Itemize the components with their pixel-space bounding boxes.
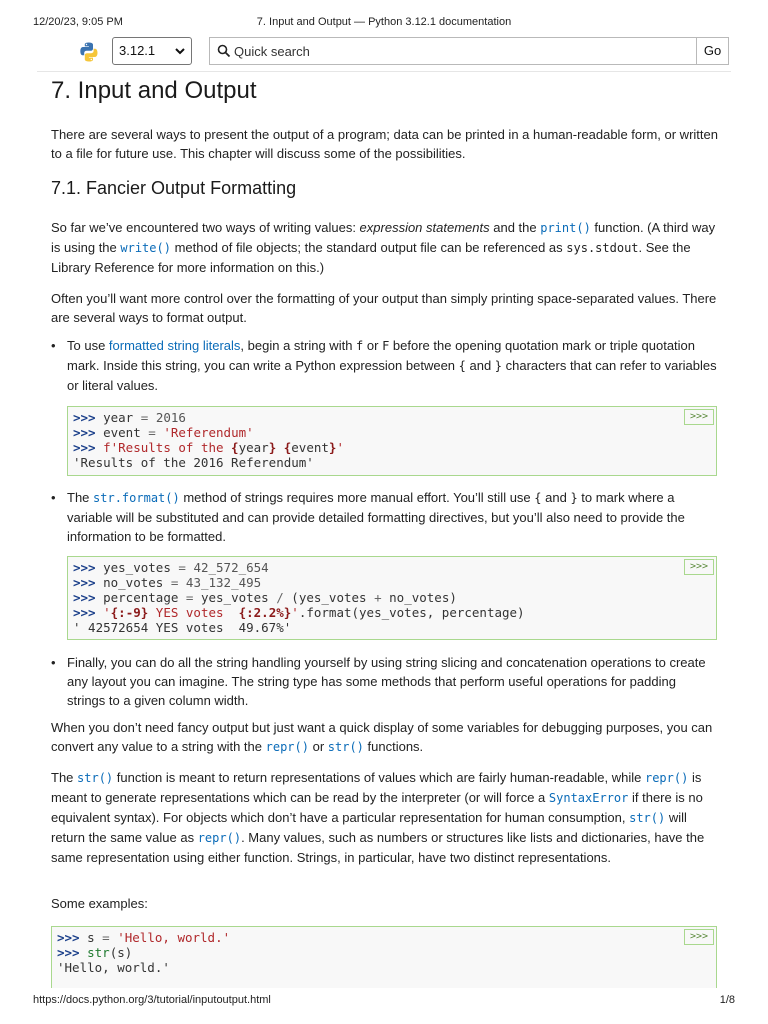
code-token: { — [283, 440, 292, 455]
text: . See the Library Reference for more information on this.) — [51, 240, 691, 275]
code-block-content — [68, 407, 716, 473]
version-select[interactable] — [112, 37, 192, 65]
prompt: >>> — [73, 605, 96, 620]
prompt: >>> — [57, 930, 80, 945]
paragraph-examples-text: Some examples: — [51, 896, 148, 911]
print-doc-title: 7. Input and Output — Python 3.12.1 documentation — [256, 16, 512, 28]
code-token: year — [103, 410, 134, 425]
text: and — [465, 358, 495, 373]
write-link[interactable]: write() — [120, 241, 171, 255]
search-icon — [217, 44, 231, 58]
code-token: { — [231, 440, 239, 455]
code-token: event — [103, 425, 141, 440]
code-block — [67, 556, 717, 640]
text: and — [541, 490, 571, 505]
code-token: = — [185, 590, 194, 605]
repr-link[interactable]: repr() — [265, 740, 309, 754]
syntaxerror-link[interactable]: SyntaxError — [548, 791, 629, 805]
code-token: 'Hello, world.' — [117, 930, 231, 945]
bullet-icon: • — [51, 655, 56, 670]
text: When you don’t need fancy output but just want a quick display of some variables for debugging purposes, you can convert any value to a string with the — [51, 720, 713, 754]
code-token: 43_132_495 — [185, 575, 262, 590]
top-bar — [0, 37, 768, 67]
code-token: str — [87, 945, 110, 960]
copy-prompt-button[interactable]: >>> — [684, 559, 714, 575]
paragraph-control — [51, 289, 721, 327]
str-link[interactable]: str() — [327, 740, 364, 754]
code-token: / — [276, 590, 284, 605]
code-output: ' 42572654 YES votes 49.67%' — [73, 620, 292, 635]
text: method of file objects; the standard output file can be referenced as — [170, 240, 567, 255]
prompt: >>> — [73, 560, 96, 575]
bullet-icon: • — [51, 338, 56, 353]
code-token: = — [140, 410, 149, 425]
intro-text: There are several ways to present the output of a program; data can be printed in a human-readable form, or written to a file for future use. This chapter will discuss some of the possibilities. — [51, 127, 718, 161]
text: . Many values, such as numbers or structures like lists and dictionaries, have the same representation using either function. Strings, in particular, have two distinct representations. — [51, 830, 705, 865]
code-token: percentage — [103, 590, 179, 605]
section-heading: 7.1. Fancier Output Formatting — [51, 178, 297, 198]
code-token: + — [374, 590, 382, 605]
code-token: 2016 — [155, 410, 186, 425]
repr-link[interactable]: repr() — [644, 771, 689, 785]
code-output: 'Results of the 2016 Referendum' — [73, 455, 314, 470]
text: function is meant to return representations of values which are fairly human-readable, while — [113, 770, 645, 785]
text: if there is no equivalent syntax). For objects which don’t have a particular representation for human consumption, — [51, 790, 703, 825]
intro-paragraph — [51, 125, 721, 163]
code-token: = — [148, 425, 156, 440]
prompt: >>> — [73, 575, 96, 590]
code-token: yes_votes — [200, 590, 269, 605]
text: or — [363, 338, 383, 353]
formatted-string-literals-link[interactable]: formatted string literals — [108, 338, 241, 353]
version-select-value: 3.12.1 — [119, 43, 156, 58]
paragraph-control-text: Often you’ll want more control over the formatting of your output than simply printing space-separated values. There are several ways to format output. — [51, 291, 717, 325]
code-token: s — [87, 930, 95, 945]
code-token — [276, 440, 284, 455]
code-block-content — [52, 927, 716, 978]
prompt: >>> — [73, 410, 96, 425]
code-token: .format(yes_votes, percentage) — [298, 605, 525, 620]
prompt: >>> — [57, 945, 80, 960]
code-token: ' — [336, 440, 344, 455]
list-item-text: Finally, you can do all the string handling yourself by using string slicing and concatenation operations to create any layout you can imagine. The string type has some methods that perform useful operations for padding strings to a given column width. — [67, 655, 706, 708]
code-literal: sys.stdout — [566, 241, 639, 255]
text: functions. — [363, 739, 424, 754]
python-logo-icon[interactable] — [78, 41, 100, 63]
paragraph-debugging-text — [51, 718, 721, 757]
prompt: >>> — [73, 440, 96, 455]
code-token: yes_votes — [103, 560, 171, 575]
code-block — [67, 406, 717, 476]
text: will return the same value as — [51, 810, 687, 845]
code-token: = — [102, 930, 110, 945]
code-token: ' — [103, 605, 111, 620]
text: So far we’ve encountered two ways of writing values: — [51, 220, 360, 235]
text: To use — [67, 338, 109, 353]
code-token: = — [178, 560, 186, 575]
text: method of strings requires more manual effort. You’ll still use — [179, 490, 535, 505]
paragraph-examples — [51, 894, 721, 913]
code-literal: } — [494, 359, 503, 373]
code-token: } — [268, 440, 277, 455]
list-item-text — [67, 488, 717, 546]
header-divider — [37, 71, 731, 72]
print-link[interactable]: print() — [540, 221, 591, 235]
code-token: no_votes — [103, 575, 164, 590]
list-item-text — [67, 336, 717, 395]
text: to mark where a variable will be substituted and can provide detailed formatting directives, but you’ll also need to provide the information to be formatted. — [67, 490, 685, 544]
code-token: no_votes) — [389, 590, 457, 605]
text: and the — [489, 220, 541, 235]
print-url: https://docs.python.org/3/tutorial/inputoutput.html — [33, 994, 271, 1006]
code-token: } — [328, 440, 337, 455]
text: function. (A third way is using the — [51, 220, 716, 255]
code-output: 'Hello, world.' — [57, 960, 170, 975]
code-token: f'Results of the — [103, 440, 232, 455]
text: The — [67, 490, 94, 505]
code-token: 42_572_654 — [193, 560, 269, 575]
code-token: {:2.2%} — [238, 605, 292, 620]
code-token: (s) — [109, 945, 133, 960]
emphasis: expression statements — [359, 220, 490, 235]
code-literal: F — [382, 339, 390, 353]
str-format-link[interactable]: str.format() — [93, 491, 180, 505]
code-token: YES votes — [148, 605, 239, 620]
code-token: year — [238, 440, 269, 455]
code-token: event — [291, 440, 329, 455]
print-date: 12/20/23, 9:05 PM — [33, 16, 123, 28]
text: characters that can refer to variables or literal values. — [67, 358, 717, 393]
paragraph-debugging — [51, 718, 721, 757]
text: or — [308, 739, 328, 754]
paragraph-values — [51, 218, 721, 277]
go-button[interactable]: Go — [696, 37, 728, 65]
prompt: >>> — [73, 425, 96, 440]
str-link[interactable]: str() — [77, 771, 114, 785]
code-literal: { — [534, 491, 542, 505]
text: before the opening quotation mark or triple quotation mark. Inside this string, you can write a Python expression between — [67, 338, 696, 373]
text: is meant to generate representations which can be read by the interpreter (or will force a — [51, 770, 702, 805]
code-token: = — [170, 575, 179, 590]
paragraph-str-repr — [51, 768, 721, 867]
code-block-content — [68, 557, 716, 638]
search-input[interactable]: Quick search — [234, 44, 310, 59]
code-literal: f — [356, 339, 364, 353]
chevron-down-icon — [174, 45, 186, 57]
text: The — [51, 770, 78, 785]
code-token: ' — [291, 605, 299, 620]
code-block — [51, 926, 717, 988]
bullet-icon: • — [51, 490, 56, 505]
str-link[interactable]: str() — [629, 811, 666, 825]
text: , begin a string with — [240, 338, 357, 353]
code-literal: { — [458, 359, 466, 373]
prompt: >>> — [73, 590, 96, 605]
paragraph-str-repr-text — [51, 768, 721, 867]
page-number: 1/8 — [719, 994, 735, 1006]
paragraph-values-text — [51, 218, 721, 277]
page-title: 7. Input and Output — [51, 77, 257, 104]
code-literal: } — [570, 491, 578, 505]
search-box[interactable] — [209, 37, 729, 65]
code-token: (yes_votes — [291, 590, 367, 605]
copy-prompt-button[interactable]: >>> — [684, 409, 714, 425]
code-token: {:-9} — [110, 605, 149, 620]
copy-prompt-button[interactable]: >>> — [684, 929, 714, 945]
code-token: 'Referendum' — [163, 425, 254, 440]
repr-link[interactable]: repr() — [197, 831, 242, 845]
print-header — [0, 16, 768, 30]
